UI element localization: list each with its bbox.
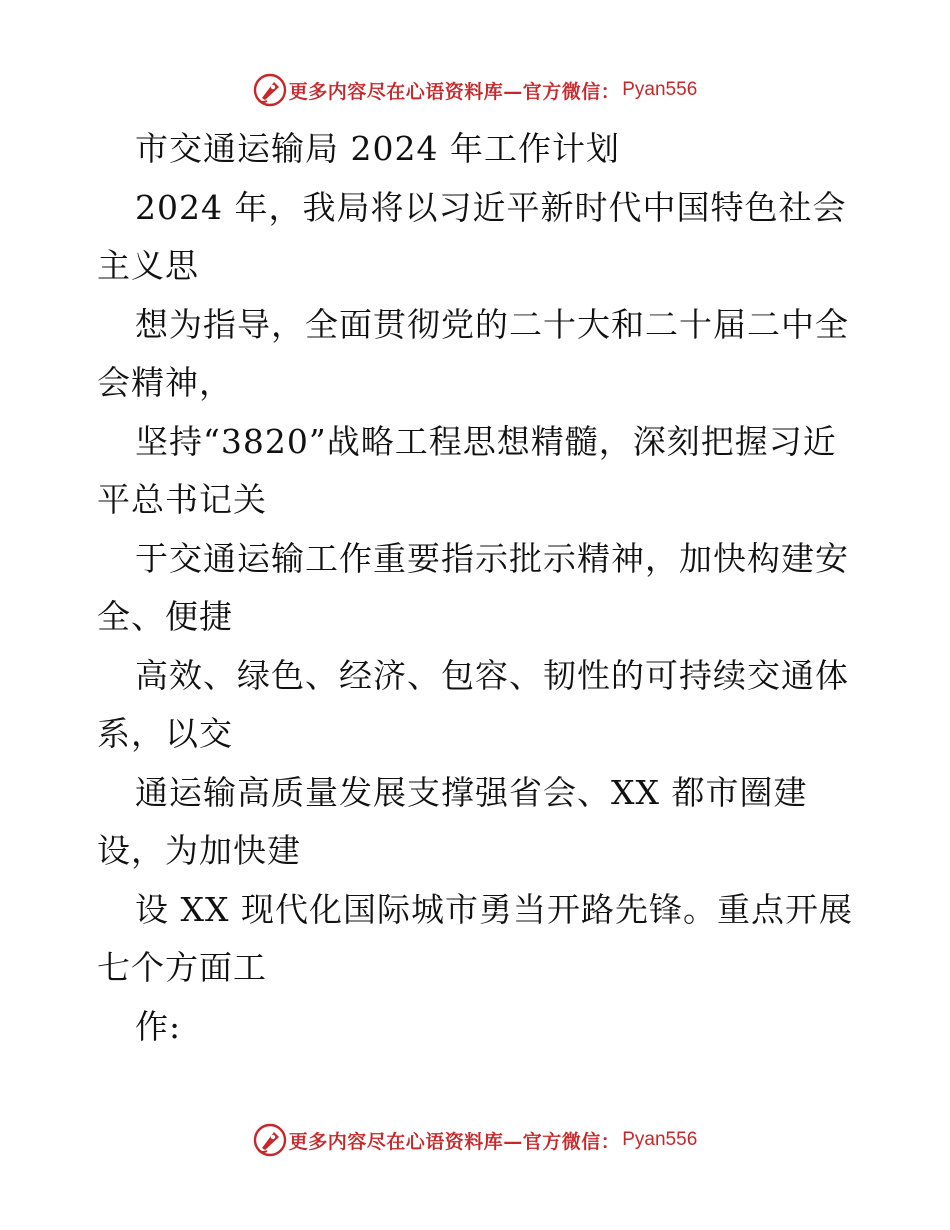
header-wechat-id: Pyan556 — [622, 79, 698, 100]
paragraph-line: 七个方面工 — [97, 948, 267, 987]
paragraph-line: 想为指导，全面贯彻党的二十大和二十届二中全 — [135, 304, 849, 344]
paragraph-line: 作: — [135, 1006, 182, 1046]
pen-nib-logo-icon — [253, 1123, 287, 1157]
footer-site-text: 更多内容尽在心语资料库—官方微信： — [288, 1130, 621, 1153]
footer-wechat-id: Pyan556 — [622, 1129, 698, 1150]
paragraph-line: 主义思 — [97, 246, 199, 285]
paragraph-line: 设 XX 现代化国际城市勇当开路先锋。重点开展 — [135, 889, 853, 929]
document-body — [97, 120, 857, 1056]
paragraph-line: 于交通运输工作重要指示批示精神，加快构建安 — [135, 538, 849, 578]
footer-banner[interactable] — [0, 1120, 950, 1160]
paragraph-line: 平总书记关 — [97, 480, 267, 519]
header-site-text: 更多内容尽在心语资料库—官方微信： — [288, 80, 621, 103]
paragraph-line: 系，以交 — [97, 714, 233, 753]
paragraph-line: 全、便捷 — [97, 597, 233, 636]
paragraph-line: 通运输高质量发展支撑强省会、XX 都市圈建 — [135, 772, 808, 812]
paragraph-line: 设，为加快建 — [97, 831, 301, 870]
paragraph-line: 2024 年，我局将以习近平新时代中国特色社会 — [135, 187, 847, 227]
document-title: 市交通运输局 2024 年工作计划 — [135, 129, 620, 168]
header-banner[interactable] — [0, 70, 950, 110]
paragraph-line: 高效、绿色、经济、包容、韧性的可持续交通体 — [135, 655, 849, 695]
pen-nib-logo-icon — [253, 73, 287, 107]
paragraph-line: 会精神， — [97, 363, 233, 402]
paragraph-line: 坚持“3820”战略工程思想精髓，深刻把握习近 — [135, 421, 837, 461]
